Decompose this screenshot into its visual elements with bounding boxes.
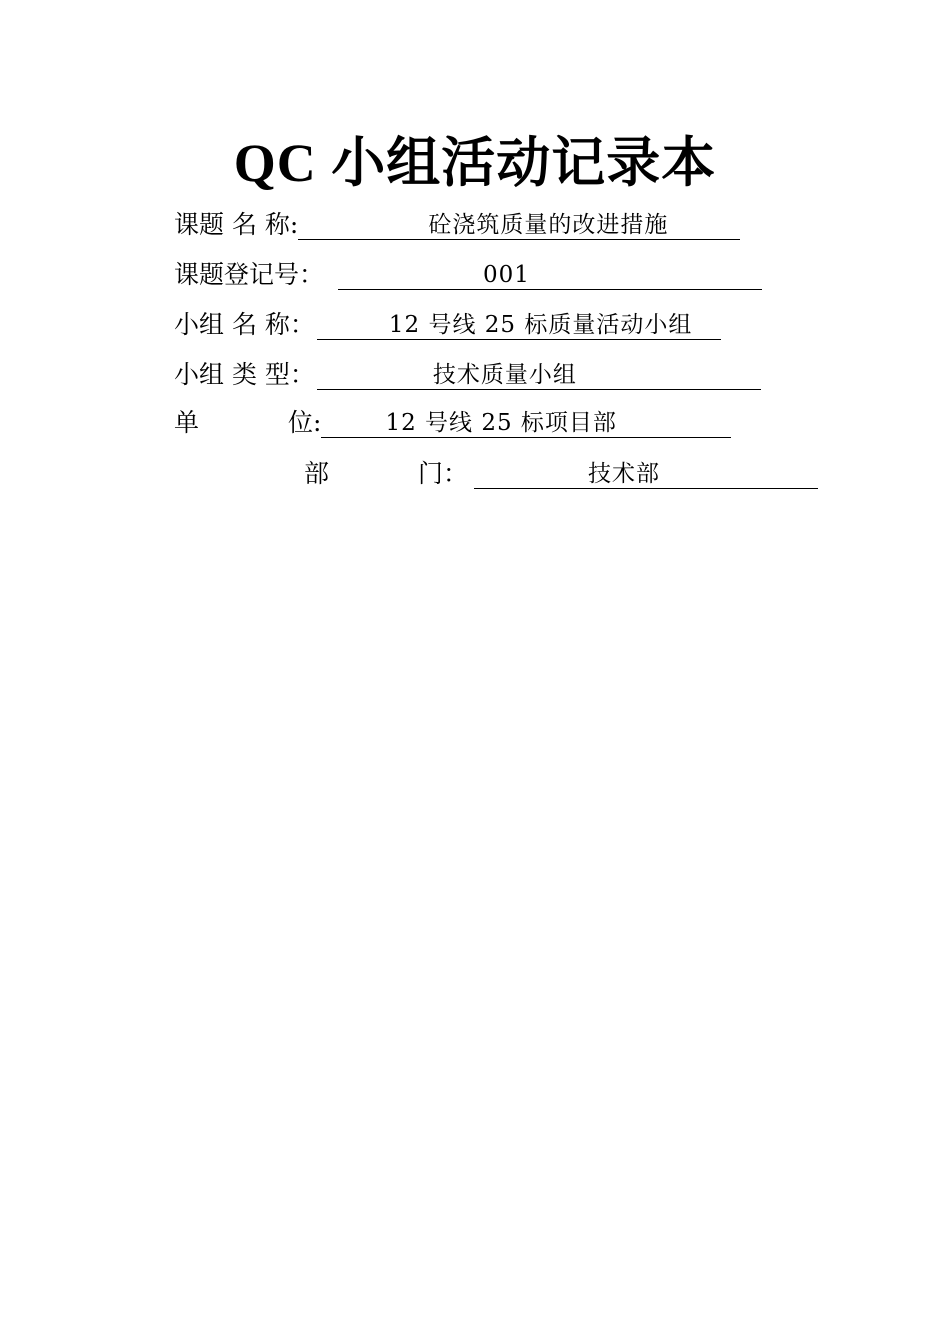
field-row-registration-number — [174, 256, 762, 290]
field-label-part-a: 部 — [304, 459, 330, 488]
document-title: QC 小组活动记录本 — [233, 133, 717, 193]
field-row-department — [304, 455, 818, 489]
field-row-group-type — [174, 356, 761, 390]
field-label: 小组 名 称： — [174, 310, 315, 339]
field-row-topic-name — [174, 206, 740, 240]
field-label-part-a: 单 — [174, 408, 200, 437]
field-value: 001 — [338, 260, 762, 290]
field-value: 砼浇筑质量的改进措施 — [298, 210, 740, 240]
field-label: 小组 类 型： — [174, 360, 315, 389]
field-label: 课题登记号： — [174, 260, 325, 289]
field-label-part-b: 位: — [288, 408, 322, 437]
field-label: 课题 名 称: — [174, 210, 299, 239]
field-row-group-name — [174, 306, 721, 340]
field-value: 12 号线 25 标项目部 — [321, 408, 731, 438]
field-row-unit — [174, 404, 731, 438]
field-value: 技术质量小组 — [317, 360, 761, 390]
field-value: 技术部 — [474, 459, 818, 489]
field-value: 12 号线 25 标质量活动小组 — [317, 310, 721, 340]
field-label-part-b: 门： — [418, 459, 469, 488]
